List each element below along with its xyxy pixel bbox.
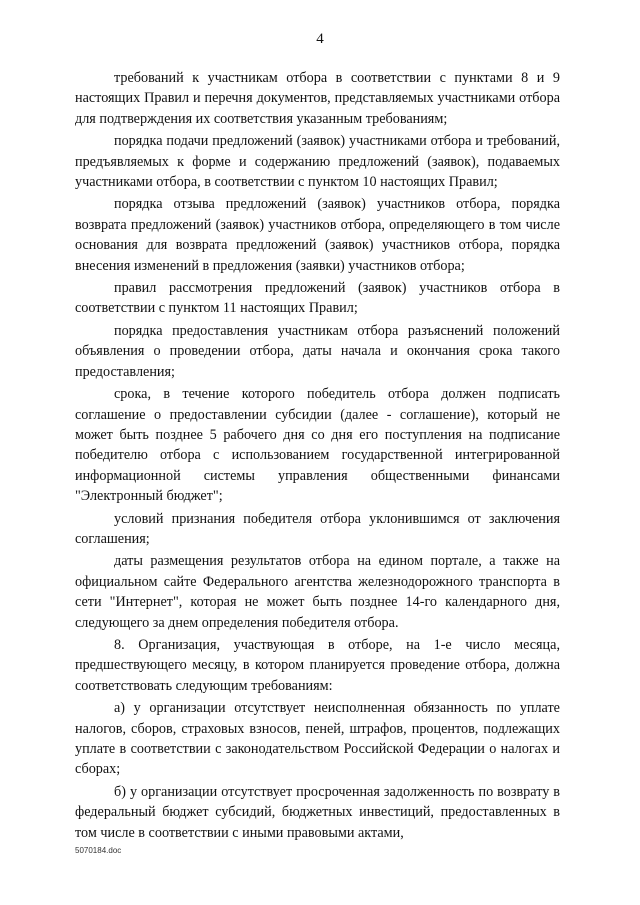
- page-number: 4: [316, 31, 324, 47]
- paragraph: правил рассмотрения предложений (заявок) участников отбора в соответствии с пунктом 11 настоящих Правил;: [75, 280, 560, 317]
- paragraph: а) у организации отсутствует неисполненная обязанность по уплате налогов, сборов, страховых взносов, пеней, штрафов, процентов, подлежащих уплате в соответствии с законодательством Российской Федерации о налогах и сборах;: [75, 700, 560, 778]
- paragraph: 8. Организация, участвующая в отборе, на 1-е число месяца, предшествующего месяцу, в котором планируется проведение отбора, должна соответствовать следующим требованиям:: [75, 636, 560, 694]
- paragraph: даты размещения результатов отбора на едином портале, а также на официальном сайте Федерального агентства железнодорожного транспорта в сети "Интернет", которая не может быть позднее 14-го календарного дня, следующего за днем определения победителя отбора.: [75, 553, 560, 631]
- footer-filename: 5070184.doc: [75, 846, 122, 855]
- document-body: [75, 68, 560, 845]
- paragraph: порядка предоставления участникам отбора разъяснений положений объявления о проведении отбора, даты начала и окончания срока такого предоставления;: [75, 322, 560, 380]
- paragraph: порядка подачи предложений (заявок) участниками отбора и требований, предъявляемых к форме и содержанию предложений (заявок), подаваемых участниками отбора, в соответствии с пунктом 10 настоящих Правил;: [75, 133, 560, 191]
- paragraph: б) у организации отсутствует просроченная задолженность по возврату в федеральный бюджет субсидий, бюджетных инвестиций, предоставленных в том числе в соответствии с иными правовыми актами,: [75, 783, 560, 841]
- paragraph: срока, в течение которого победитель отбора должен подписать соглашение о предоставлении субсидии (далее - соглашение), который не может быть позднее 5 рабочего дня со дня его поступления на подписание победителю отбора с использованием государственной интегрированной информационной системы управления общественными финансами "Электронный бюджет";: [75, 386, 560, 505]
- paragraph: условий признания победителя отбора уклонившимся от заключения соглашения;: [75, 510, 560, 547]
- paragraph: порядка отзыва предложений (заявок) участников отбора, порядка возврата предложений (заявок) участников отбора, определяющего в том числе основания для возврата предложений (заявок) участников отбора, порядка внесения изменений в предложения (заявки) участников отбора;: [75, 196, 560, 274]
- paragraph: требований к участникам отбора в соответствии с пунктами 8 и 9 настоящих Правил и перечня документов, представляемых участниками отбора для подтверждения их соответствия указанным требованиям;: [75, 70, 560, 127]
